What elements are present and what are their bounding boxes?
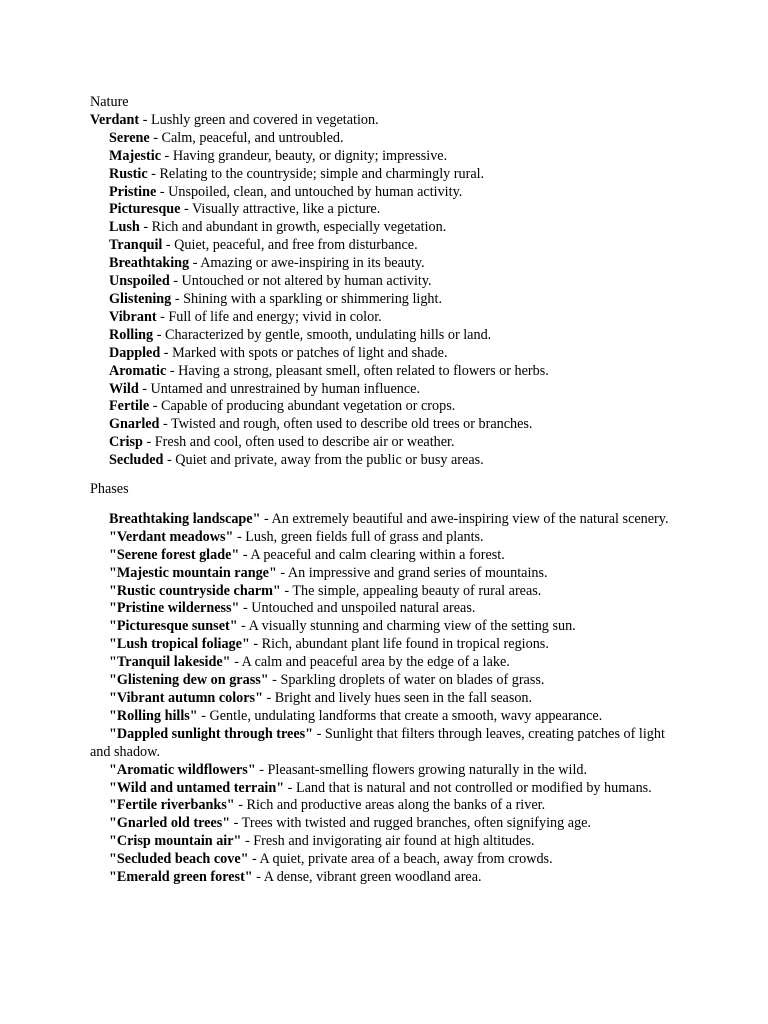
phase-entry — [90, 726, 680, 762]
entry-term: "Pristine wilderness" — [109, 600, 240, 617]
entry-term: "Vibrant autumn colors" — [109, 690, 263, 706]
entry-term: Aromatic — [109, 362, 167, 379]
phase-entry — [90, 851, 680, 869]
nature-entry — [90, 219, 680, 237]
entry-term: Glistening — [109, 290, 172, 307]
entry-definition: - Gentle, undulating landforms that create a smooth, wavy appearance. — [197, 707, 603, 724]
nature-entry — [90, 273, 680, 291]
entry-term: "Rolling hills" — [109, 707, 198, 724]
entry-term: "Secluded beach cove" — [109, 851, 249, 868]
entry-term: "Verdant meadows" — [109, 528, 234, 545]
phase-entry — [90, 547, 680, 565]
nature-entry — [90, 166, 680, 184]
entry-term: "Glistening dew on grass" — [109, 672, 269, 689]
entry-term: "Fertile riverbanks" — [109, 797, 235, 814]
entry-term: Secluded — [109, 452, 164, 469]
nature-entry — [90, 184, 680, 202]
phase-entry — [90, 565, 680, 583]
phase-entry — [90, 511, 680, 529]
entry-definition: - Sunlight that filters through leaves, creating patches of light and shadow. — [90, 725, 665, 760]
nature-entry — [90, 291, 680, 309]
entry-definition: - Fresh and invigorating air found at high altitudes. — [241, 833, 535, 850]
nature-entry — [90, 398, 680, 416]
nature-entry — [90, 381, 680, 399]
entry-term: Dappled — [109, 344, 161, 361]
entry-term: Serene — [109, 129, 150, 146]
entry-term: "Tranquil lakeside" — [109, 654, 231, 671]
entry-term: Pristine — [109, 183, 157, 200]
entry-term: "Majestic mountain range" — [109, 564, 277, 581]
entry-definition: - Unspoiled, clean, and untouched by human activity. — [156, 183, 463, 200]
entry-definition: - A visually stunning and charming view of the setting sun. — [237, 618, 576, 635]
entry-definition: - Trees with twisted and rugged branches, often signifying age. — [230, 815, 592, 832]
entry-term: Breathtaking — [109, 255, 190, 272]
nature-entry — [90, 237, 680, 255]
nature-entry — [90, 148, 680, 166]
entry-term: "Crisp mountain air" — [109, 833, 242, 850]
entry-definition: - Rich and productive areas along the banks of a river. — [234, 797, 546, 814]
entry-definition: - Calm, peaceful, and untroubled. — [149, 129, 344, 146]
entry-term: "Dappled sunlight through trees" — [109, 725, 314, 742]
entry-term: Breathtaking landscape" — [109, 510, 261, 527]
entry-definition: - Rich, abundant plant life found in tropical regions. — [249, 636, 549, 653]
entry-definition: - Visually attractive, like a picture. — [180, 201, 381, 218]
entry-definition: - Untouched and unspoiled natural areas. — [239, 600, 476, 617]
entry-term: Unspoiled — [109, 273, 170, 290]
entry-definition: - Untouched or not altered by human activity. — [169, 273, 432, 290]
entry-definition: - Quiet and private, away from the public or busy areas. — [163, 452, 484, 469]
entry-definition: - The simple, appealing beauty of rural areas. — [280, 582, 542, 599]
phase-entry — [90, 636, 680, 654]
entry-definition: - Having a strong, pleasant smell, often related to flowers or herbs. — [166, 362, 549, 379]
phase-entry — [90, 529, 680, 547]
entry-term: "Aromatic wildflowers" — [109, 761, 256, 778]
entry-definition: - Pleasant-smelling flowers growing naturally in the wild. — [255, 761, 588, 778]
entry-definition: - Fresh and cool, often used to describe air or weather. — [142, 434, 455, 451]
entry-definition: - Lush, green fields full of grass and plants. — [233, 528, 484, 545]
phase-entry — [90, 690, 680, 708]
entry-definition: - A quiet, private area of a beach, away from crowds. — [248, 851, 553, 868]
entry-definition: - Land that is natural and not controlled or modified by humans. — [284, 779, 652, 796]
entry-term: Crisp — [109, 434, 143, 451]
entry-definition: - An extremely beautiful and awe-inspiring view of the natural scenery. — [260, 510, 669, 527]
nature-entry — [90, 434, 680, 452]
nature-entry — [90, 130, 680, 148]
entry-definition: - Sparkling droplets of water on blades of grass. — [268, 672, 545, 689]
phase-entry — [90, 815, 680, 833]
phase-entry — [90, 672, 680, 690]
entry-term: "Gnarled old trees" — [109, 815, 231, 832]
entry-term: Rolling — [109, 326, 154, 343]
entry-definition: - Capable of producing abundant vegetation or crops. — [149, 398, 456, 415]
phase-entry — [90, 797, 680, 815]
entry-term: Gnarled — [109, 416, 160, 433]
phase-entry — [90, 600, 680, 618]
entry-definition: - Bright and lively hues seen in the fall season. — [262, 690, 533, 706]
entry-definition: - Having grandeur, beauty, or dignity; impressive. — [161, 147, 448, 164]
phase-entry — [90, 618, 680, 636]
entry-definition: - Quiet, peaceful, and free from disturbance. — [162, 237, 418, 254]
phase-entry — [90, 762, 680, 780]
phase-entry — [90, 583, 680, 601]
entry-term: Fertile — [109, 398, 150, 415]
nature-entry — [90, 255, 680, 273]
entry-definition: - Shining with a sparkling or shimmering light. — [171, 290, 443, 307]
nature-list — [90, 112, 680, 470]
entry-definition: - Amazing or awe-inspiring in its beauty. — [189, 255, 425, 272]
entry-definition: - An impressive and grand series of mountains. — [276, 564, 548, 581]
entry-term: Majestic — [109, 147, 161, 164]
entry-term: Picturesque — [109, 201, 181, 218]
phase-entry — [90, 780, 680, 798]
entry-term: "Wild and untamed terrain" — [109, 779, 285, 796]
phase-entry — [90, 833, 680, 851]
entry-definition: - A calm and peaceful area by the edge of a lake. — [230, 654, 510, 671]
nature-entry — [90, 416, 680, 434]
entry-term: "Serene forest glade" — [109, 546, 240, 563]
entry-definition: - Marked with spots or patches of light and shade. — [160, 344, 448, 361]
entry-term: Tranquil — [109, 237, 163, 254]
entry-term: Verdant — [90, 111, 140, 128]
section-spacer — [90, 499, 680, 511]
phases-heading: Phases — [90, 481, 129, 498]
phases-list — [90, 511, 680, 887]
nature-heading: Nature — [90, 94, 129, 110]
entry-term: "Emerald green forest" — [109, 869, 253, 886]
phase-entry — [90, 869, 680, 887]
nature-entry — [90, 345, 680, 363]
entry-definition: - Rich and abundant in growth, especially vegetation. — [139, 219, 447, 236]
section-spacer — [90, 470, 680, 481]
entry-definition: - Characterized by gentle, smooth, undulating hills or land. — [153, 326, 492, 343]
entry-term: Vibrant — [109, 308, 157, 325]
entry-term: "Picturesque sunset" — [109, 618, 238, 635]
entry-term: "Rustic countryside charm" — [109, 582, 281, 599]
entry-term: Lush — [109, 219, 140, 236]
phase-entry — [90, 654, 680, 672]
entry-definition: - A peaceful and calm clearing within a forest. — [239, 546, 505, 563]
nature-entry — [90, 112, 680, 130]
nature-entry — [90, 201, 680, 219]
entry-definition: - Lushly green and covered in vegetation. — [139, 111, 379, 128]
entry-term: Rustic — [109, 165, 148, 182]
entry-term: "Lush tropical foliage" — [109, 636, 250, 653]
entry-definition: - Untamed and unrestrained by human influence. — [138, 380, 421, 397]
entry-term: Wild — [109, 380, 139, 397]
nature-entry — [90, 452, 680, 470]
entry-definition: - Twisted and rough, often used to describe old trees or branches. — [159, 416, 533, 433]
nature-entry — [90, 309, 680, 327]
entry-definition: - A dense, vibrant green woodland area. — [252, 869, 482, 886]
nature-entry — [90, 363, 680, 381]
document-body — [90, 94, 680, 887]
entry-definition: - Relating to the countryside; simple and charmingly rural. — [147, 165, 485, 182]
phase-entry — [90, 708, 680, 726]
entry-definition: - Full of life and energy; vivid in color. — [156, 308, 382, 325]
nature-entry — [90, 327, 680, 345]
